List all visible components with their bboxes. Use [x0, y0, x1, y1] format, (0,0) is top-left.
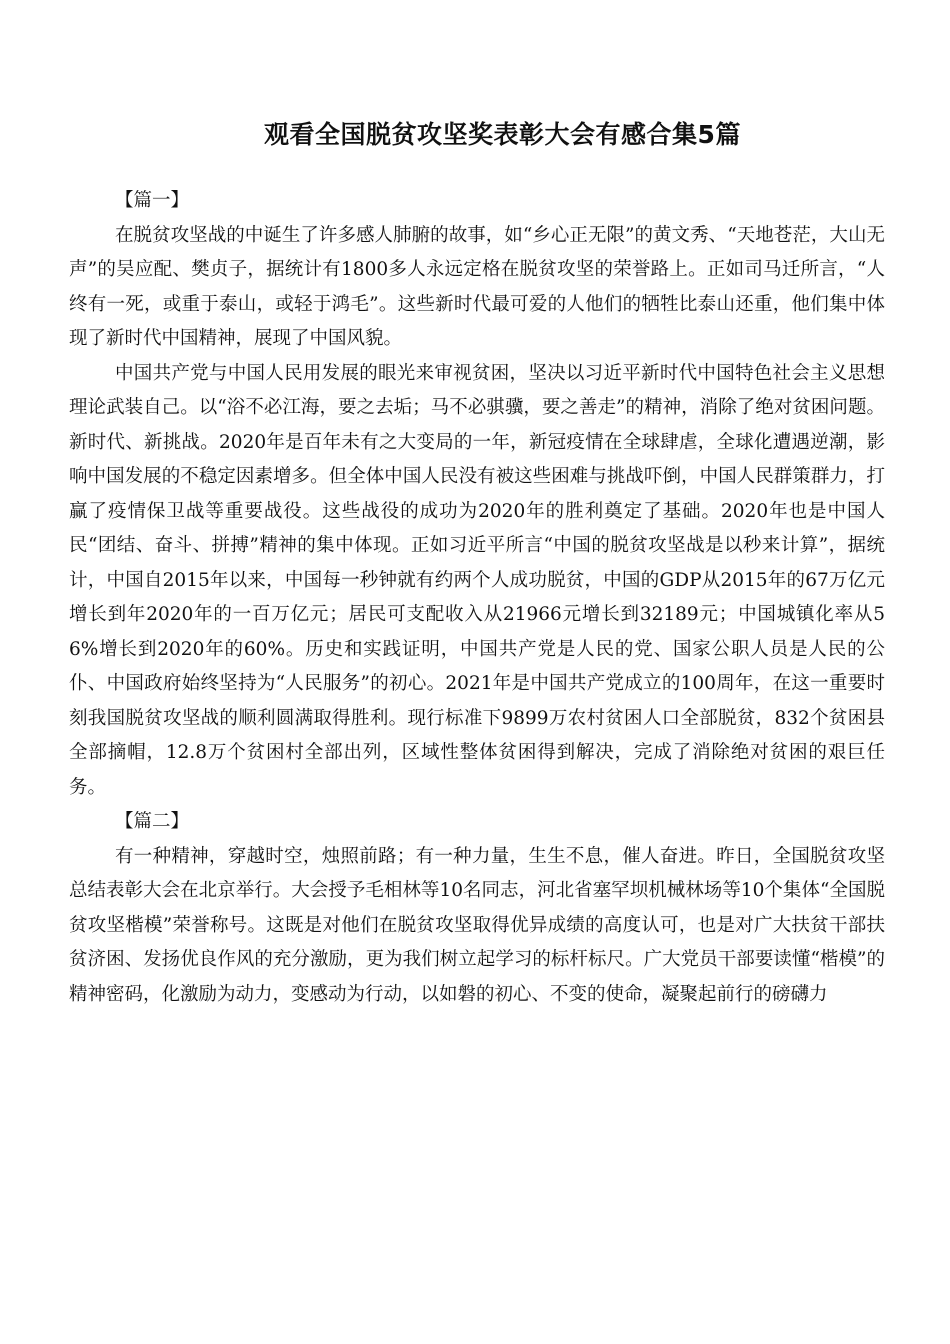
paragraph: 在脱贫攻坚战的中诞生了许多感人肺腑的故事，如“乡心正无限”的黄文秀、“天地苍茫，大山无声”的吴应配、樊贞子，据统计有1800多人永远定格在脱贫攻坚的荣誉路上。正如司马迁所言，“人终有一死，或重于泰山，或轻于鸿毛”。这些新时代最可爱的人他们的牺牲比泰山还重，他们集中体现了新时代中国精神，展现了中国风貌。	[69, 224, 885, 349]
document-body	[69, 184, 885, 1012]
section-heading: 【篇二】	[115, 811, 190, 832]
section-heading: 【篇一】	[115, 190, 190, 211]
paragraph: 有一种精神，穿越时空，烛照前路；有一种力量，生生不息，催人奋进。昨日，全国脱贫攻坚总结表彰大会在北京举行。大会授予毛相林等10名同志，河北省塞罕坝机械林场等10个集体“全国脱贫攻坚楷模”荣誉称号。这既是对他们在脱贫攻坚取得优异成绩的高度认可，也是对广大扶贫干部扶贫济困、发扬优良作风的充分激励，更为我们树立起学习的标杆标尺。广大党员干部要读懂“楷模”的精神密码，化激励为动力，变感动为行动，以如磐的初心、不变的使命，凝聚起前行的磅礴力	[69, 845, 885, 1005]
section-1	[69, 184, 885, 805]
paragraph: 中国共产党与中国人民用发展的眼光来审视贫困，坚决以习近平新时代中国特色社会主义思想理论武装自己。以“浴不必江海，要之去垢；马不必骐骥，要之善走”的精神，消除了绝对贫困问题。新时代、新挑战。2020年是百年未有之大变局的一年，新冠疫情在全球肆虐，全球化遭遇逆潮，影响中国发展的不稳定因素增多。但全体中国人民没有被这些困难与挑战吓倒，中国人民群策群力，打赢了疫情保卫战等重要战役。这些战役的成功为2020年的胜利奠定了基础。2020年也是中国人民“团结、奋斗、拼搏”精神的集中体现。正如习近平所言“中国的脱贫攻坚战是以秒来计算”，据统计，中国自2015年以来，中国每一秒钟就有约两个人成功脱贫，中国的GDP从2015年的67万亿元增长到年2020年的一百万亿元；居民可支配收入从21966元增长到32189元；中国城镇化率从56%增长到2020年的60%。历史和实践证明，中国共产党是人民的党、国家公职人员是人民的公仆、中国政府始终坚持为“人民服务”的初心。2021年是中国共产党成立的100周年，在这一重要时刻我国脱贫攻坚战的顺利圆满取得胜利。现行标准下9899万农村贫困人口全部脱贫，832个贫困县全部摘帽，12.8万个贫困村全部出列，区域性整体贫困得到解决，完成了消除绝对贫困的艰巨任务。	[69, 362, 885, 798]
section-2	[69, 805, 885, 1012]
document-title: 观看全国脱贫攻坚奖表彰大会有感合集5篇	[264, 119, 741, 149]
